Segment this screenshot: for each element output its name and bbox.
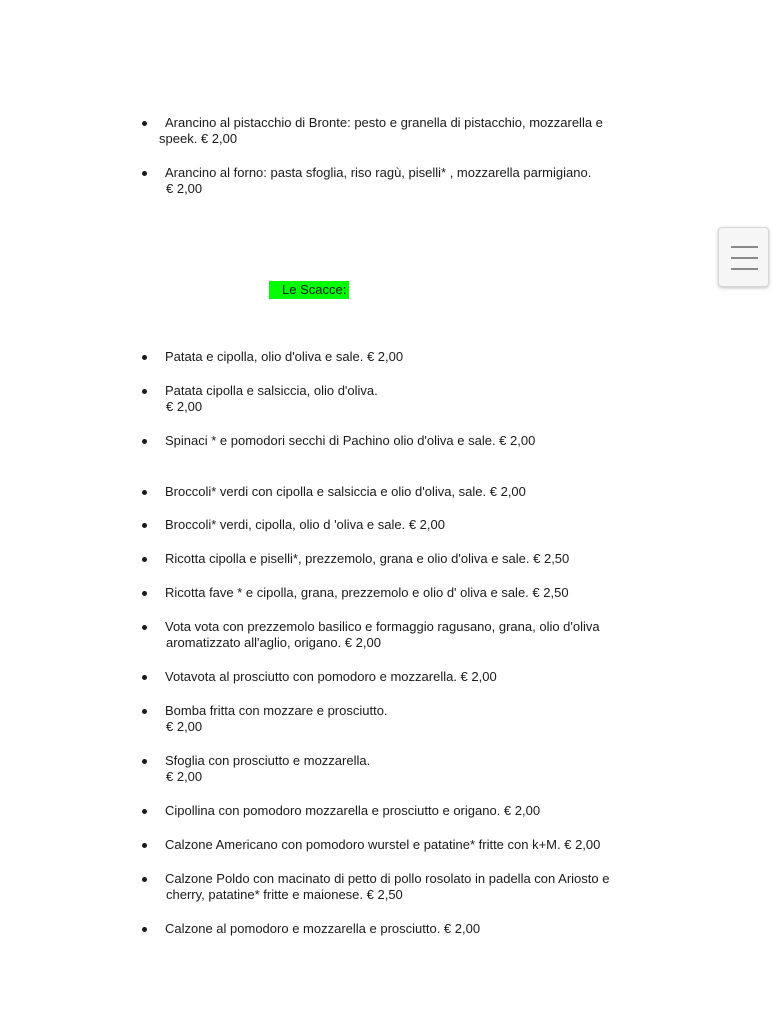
item-text-continued: cherry, patatine* fritte e maionese. € 2,50: [166, 887, 403, 902]
item-text: Spinaci * e pomodori secchi di Pachino olio d'oliva e sale. € 2,00: [165, 433, 536, 448]
item-text-continued: € 2,00: [166, 399, 203, 414]
item-text: Patata cipolla e salsiccia, olio d'oliva.: [165, 383, 378, 398]
list-item: [165, 165, 655, 197]
item-text: Vota vota con prezzemolo basilico e formaggio ragusano, grana, olio d'oliva: [165, 619, 600, 634]
list-item: [159, 115, 649, 147]
list-item: [165, 349, 655, 365]
list-item: [165, 551, 655, 567]
list-item: [165, 669, 655, 685]
list-item: [165, 837, 655, 853]
item-text: Sfoglia con prosciutto e mozzarella.: [165, 753, 371, 768]
menu-button[interactable]: [718, 227, 769, 287]
item-text-continued: speek. € 2,00: [159, 131, 238, 146]
item-text: Patata e cipolla, olio d'oliva e sale. € 2,00: [165, 349, 404, 364]
section-heading: Le Scacce:: [269, 281, 349, 299]
list-item: [165, 383, 655, 415]
list-item: [165, 484, 655, 500]
item-text-continued: € 2,00: [166, 719, 203, 734]
item-text: Arancino al pistacchio di Bronte: pesto e granella di pistacchio, mozzarella e: [165, 115, 603, 130]
item-text: Ricotta fave * e cipolla, grana, prezzemolo e olio d' oliva e sale. € 2,50: [165, 585, 569, 600]
list-item: [165, 585, 655, 601]
list-item: [165, 433, 655, 449]
list-item: [165, 517, 655, 533]
list-item: [165, 871, 655, 903]
item-text: Votavota al prosciutto con pomodoro e mozzarella. € 2,00: [165, 669, 497, 684]
list-item: [165, 619, 655, 651]
list-item: [165, 753, 655, 785]
item-text: Calzone Poldo con macinato di petto di pollo rosolato in padella con Ariosto e: [165, 871, 610, 886]
item-text-continued: aromatizzato all'aglio, origano. € 2,00: [166, 635, 381, 650]
list-item: [165, 921, 655, 937]
list-item: [165, 803, 655, 819]
item-text-continued: € 2,00: [166, 181, 203, 196]
item-text: Ricotta cipolla e piselli*, prezzemolo, grana e olio d'oliva e sale. € 2,50: [165, 551, 570, 566]
item-text: Broccoli* verdi con cipolla e salsiccia e olio d'oliva, sale. € 2,00: [165, 484, 526, 499]
item-text: Bomba fritta con mozzare e prosciutto.: [165, 703, 388, 718]
item-text: Arancino al forno: pasta sfoglia, riso ragù, piselli* , mozzarella parmigiano.: [165, 165, 592, 180]
item-text: Broccoli* verdi, cipolla, olio d 'oliva e sale. € 2,00: [165, 517, 445, 532]
item-text: Calzone Americano con pomodoro wurstel e patatine* fritte con k+M. € 2,00: [165, 837, 601, 852]
list-item: [165, 703, 655, 735]
item-text: Calzone al pomodoro e mozzarella e prosciutto. € 2,00: [165, 921, 481, 936]
item-text-continued: € 2,00: [166, 769, 203, 784]
item-text: Cipollina con pomodoro mozzarella e prosciutto e origano. € 2,00: [165, 803, 541, 818]
